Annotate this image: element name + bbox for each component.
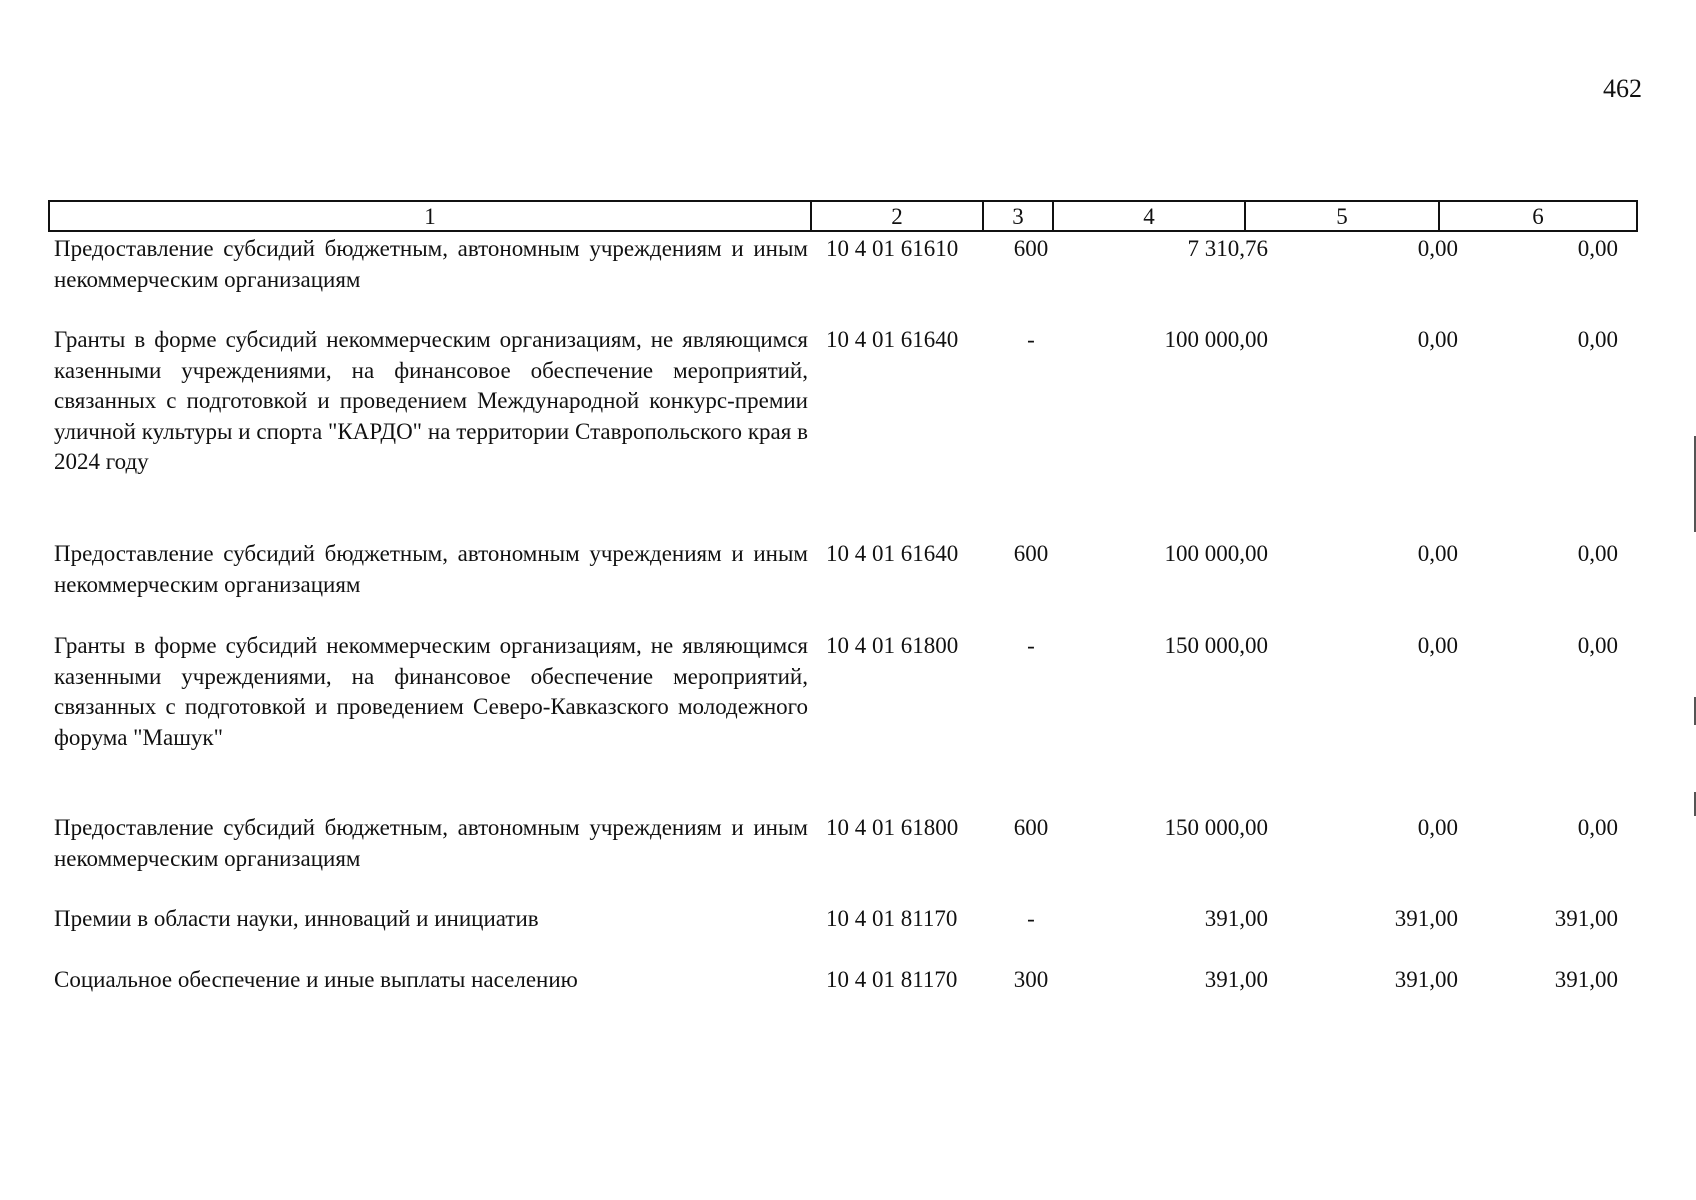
header-col-5: 5 bbox=[1246, 202, 1440, 230]
row-value-col5: 0,00 bbox=[1417, 327, 1458, 352]
page-number: 462 bbox=[1603, 74, 1642, 103]
row-value-col5: 0,00 bbox=[1417, 236, 1458, 261]
row-code: 10 4 01 81170 bbox=[826, 967, 958, 992]
row-value-col4: 7 310,76 bbox=[1187, 236, 1268, 261]
row-expense-type: - bbox=[1027, 906, 1035, 931]
row-code: 10 4 01 61610 bbox=[826, 236, 959, 261]
row-expense-type: 600 bbox=[1013, 236, 1049, 261]
row-value-col4: 391,00 bbox=[1204, 967, 1268, 992]
row-value-col6: 0,00 bbox=[1577, 633, 1618, 658]
row-value-col6: 0,00 bbox=[1577, 236, 1618, 261]
row-value-col6: 391,00 bbox=[1554, 967, 1618, 992]
row-expense-type: 600 bbox=[1013, 815, 1049, 840]
row-name: Премии в области науки, инноваций и инициатив bbox=[54, 906, 539, 931]
header-col-1: 1 bbox=[50, 202, 812, 230]
row-value-col4: 391,00 bbox=[1204, 906, 1268, 931]
row-value-col6: 0,00 bbox=[1577, 815, 1618, 840]
row-name: Социальное обеспечение и иные выплаты населению bbox=[54, 967, 578, 992]
row-value-col6: 0,00 bbox=[1577, 327, 1618, 352]
header-col-3: 3 bbox=[984, 202, 1054, 230]
row-expense-type: 300 bbox=[1013, 967, 1049, 992]
row-name: Гранты в форме субсидий некоммерческим организациям, не являющимся казенными учреждениями, на финансовое обеспечение мероприятий, связанных с подготовкой и проведением Северо-Кавказского молодежного форума "Машук" bbox=[54, 633, 808, 750]
row-value-col6: 391,00 bbox=[1554, 906, 1618, 931]
row-name: Предоставление субсидий бюджетным, автономным учреждениям и иным некоммерческим организациям bbox=[54, 815, 808, 871]
header-col-2: 2 bbox=[812, 202, 984, 230]
row-value-col5: 391,00 bbox=[1394, 906, 1458, 931]
row-code: 10 4 01 61640 bbox=[826, 541, 959, 566]
row-value-col4: 100 000,00 bbox=[1164, 541, 1268, 566]
row-value-col5: 0,00 bbox=[1417, 815, 1458, 840]
row-code: 10 4 01 61800 bbox=[826, 815, 959, 840]
row-code: 10 4 01 61640 bbox=[826, 327, 959, 352]
row-code: 10 4 01 81170 bbox=[826, 906, 958, 931]
row-name: Предоставление субсидий бюджетным, автономным учреждениям и иным некоммерческим организациям bbox=[54, 236, 808, 292]
row-expense-type: - bbox=[1027, 327, 1035, 352]
row-expense-type: - bbox=[1027, 633, 1035, 658]
table-header bbox=[48, 200, 1638, 232]
row-value-col4: 100 000,00 bbox=[1164, 327, 1268, 352]
header-col-4: 4 bbox=[1054, 202, 1246, 230]
row-code: 10 4 01 61800 bbox=[826, 633, 959, 658]
row-name: Гранты в форме субсидий некоммерческим организациям, не являющимся казенными учреждениями, на финансовое обеспечение мероприятий, связанных с подготовкой и проведением Международной конкурс-премии уличной культуры и спорта "КАРДО" на территории Ставропольского края в 2024 году bbox=[54, 327, 808, 474]
row-value-col4: 150 000,00 bbox=[1164, 815, 1268, 840]
row-value-col4: 150 000,00 bbox=[1164, 633, 1268, 658]
row-name: Предоставление субсидий бюджетным, автономным учреждениям и иным некоммерческим организациям bbox=[54, 541, 808, 597]
row-value-col6: 0,00 bbox=[1577, 541, 1618, 566]
row-value-col5: 0,00 bbox=[1417, 541, 1458, 566]
header-col-6: 6 bbox=[1532, 204, 1544, 229]
row-value-col5: 391,00 bbox=[1394, 967, 1458, 992]
row-expense-type: 600 bbox=[1013, 541, 1049, 566]
row-value-col5: 0,00 bbox=[1417, 633, 1458, 658]
